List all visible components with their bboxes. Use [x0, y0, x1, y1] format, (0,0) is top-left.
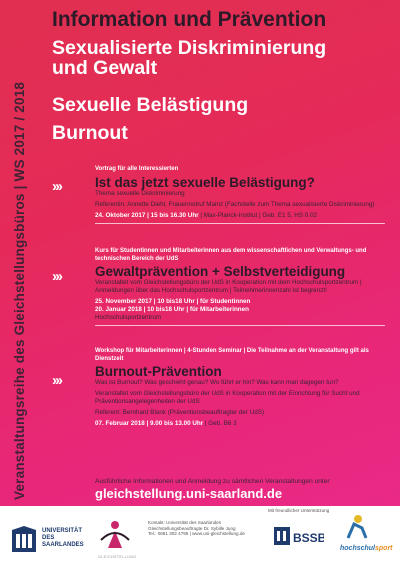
hochschulsport-label [340, 545, 393, 552]
event-date [95, 420, 385, 428]
event-body: Referentin: Annette Diehl, Frauennotruf Mainz (Fachstelle zum Thema sexualisierte Diskriminierung) [95, 200, 375, 208]
hochschulsport-logo [340, 514, 393, 552]
arrows-icon: ››› [52, 268, 61, 285]
headline-topic-1 [52, 38, 326, 78]
arrows-icon: ››› [52, 178, 61, 195]
hochschulsport-figure-icon [340, 514, 370, 540]
gleichstellung-figure-icon [98, 520, 132, 550]
event-body: Veranstaltet vom Gleichstellungsbüro der UdS in Kooperation mit dem Hochschulsportzentrum | Anmeldungen über das Hochschulsportzentrum | Teilnehmerinnenzahl ist begrenzt! [95, 279, 362, 294]
event-title: Ist das jetzt sexuelle Belästigung? [95, 174, 315, 190]
event-date-1 [95, 298, 385, 306]
event-subtitle: Was ist Burnout? Was geschieht genau? Wo führt er hin? Was kann man dagegen tun? [95, 379, 339, 386]
headline-topic-2: Sexuelle Belästigung [52, 94, 249, 116]
contact-line: Kontakt: Universität des Saarlandes [148, 520, 222, 525]
divider [95, 325, 385, 326]
event-title: Burnout-Prävention [95, 364, 222, 379]
event-section-2 [95, 248, 385, 329]
contact-line: Gleichstellungsbeauftragte Dr. Sybille Jung [148, 525, 236, 531]
event-audience: Vortrag für alle Interessierten [95, 166, 179, 172]
bssb-logo [272, 522, 324, 555]
uds-logo-text [42, 528, 84, 549]
contact-line: Tel.: 0681 302 4795 | www.uni-gleichstellung.de [148, 531, 245, 537]
side-title-container [10, 10, 30, 500]
gleichstellung-label: GLEICHSTELLUNG [98, 555, 137, 559]
headline-topic-1-line1: Sexualisierte Diskriminierung [52, 37, 327, 59]
event-date-rest: | Geb. B6 3 [203, 420, 237, 427]
footer-url-link[interactable]: gleichstellung.uni-saarland.de [95, 486, 283, 501]
headline-topic-3: Burnout [52, 122, 128, 144]
event-section-3 [95, 348, 385, 428]
uds-logo [10, 526, 38, 559]
event-section-1 [95, 166, 385, 227]
event-date-strong: 24. Oktober 2017 | 15 bis 16.30 Uhr [95, 211, 199, 219]
bssb-crest-icon [272, 522, 324, 550]
event-place: Hochschulsportzentrum [95, 314, 162, 321]
headline-topic-1-line2: und Gewalt [52, 57, 158, 79]
event-date-rest: | Max-Planck-Institut | Geb. E1 5, HS 0.02 [198, 211, 318, 219]
contact-block [148, 520, 245, 537]
event-audience: Kurs für Studentinnen und Mitarbeiterinnen aus dem wissenschaftlichen und Verwaltungs- und technischen Bereich der UdS [95, 248, 367, 262]
footer-info: Ausführliche Informationen und Anmeldung zu sämtlichen Veranstaltungen unter [95, 478, 330, 485]
uds-crest-icon [10, 526, 38, 554]
divider [95, 223, 385, 224]
bssb-label: BSSB [293, 531, 324, 545]
event-body: Veranstaltet vom Gleichstellungsbüro der UdS in Kooperation mit der Einrichtung für Sucht und Präventionsangelegenheiten der UdS [95, 390, 360, 405]
hochschulsport-label-2: sport [375, 545, 393, 552]
uds-line-3: SAARLANDES [42, 542, 84, 548]
headline-main: Information und Prävention [52, 8, 327, 31]
event-audience: Workshop für Mitarbeiterinnen | 4-Stunden Seminar | Die Teilnahme an der Veranstaltung gilt als Dienstzeit [95, 348, 369, 362]
event-date-2 [95, 306, 385, 314]
side-title: Veranstaltungsreihe des Gleichstellungsbüros | WS 2017 / 2018 [12, 81, 27, 500]
footer-logos [0, 506, 400, 565]
arrows-icon: ››› [52, 372, 61, 389]
event-referent: Referent: Bernhard Blank (Präventionsbeauftragter der UdS) [95, 409, 265, 416]
event-date-1-strong: 25. November 2017 | 10 bis18 Uhr | für Studentinnen [95, 298, 251, 305]
hochschulsport-label-1: hochschul [340, 545, 376, 552]
event-subtitle: Thema sexuelle Diskriminierung [95, 189, 185, 197]
event-date [95, 212, 385, 220]
support-label: Mit freundlicher Unterstützung [268, 508, 330, 513]
gleichstellung-logo [98, 520, 136, 559]
event-date-strong: 07. Februar 2018 | 9.00 bis 13.00 Uhr [95, 420, 204, 427]
event-date-2-strong: 20. Januar 2018 | 10 bis18 Uhr | für Mitarbeiterinnen [95, 306, 250, 313]
event-title: Gewaltprävention + Selbstverteidigung [95, 264, 346, 279]
uds-line-2: DES [42, 535, 55, 541]
uds-line-1: UNIVERSITÄT [42, 528, 83, 534]
